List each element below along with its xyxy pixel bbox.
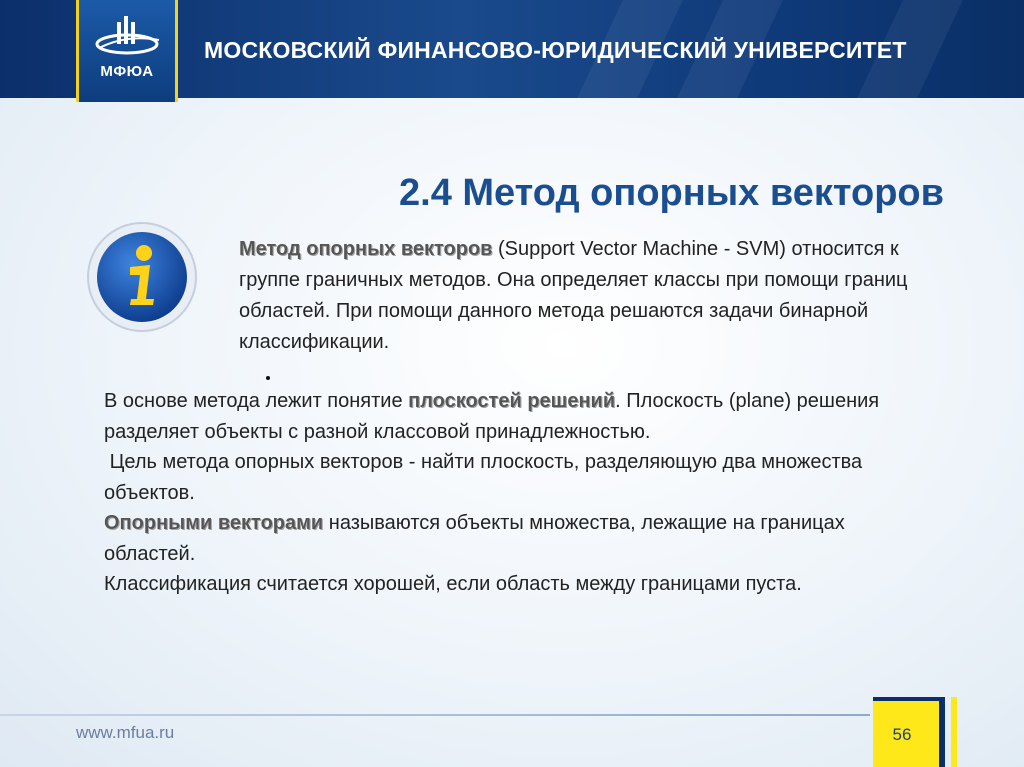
paragraph-4: Классификация считается хорошей, если область между границами пуста. xyxy=(104,573,802,595)
p1-text-b: . Плоскость (plane) решения разделяет объекты с разной классовой принадлежностью. xyxy=(104,390,880,443)
logo[interactable] xyxy=(76,0,178,102)
footer-url[interactable]: www.mfua.ru xyxy=(76,723,175,742)
page-number-box xyxy=(873,697,945,767)
term-svm: Метод опорных векторов xyxy=(239,238,493,260)
page-number: 56 xyxy=(892,725,912,744)
term-decision-planes: плоскостей решений xyxy=(408,390,616,412)
term-support-vectors: Опорными векторами xyxy=(104,512,324,534)
university-name: МОСКОВСКИЙ ФИНАНСОВО-ЮРИДИЧЕСКИЙ УНИВЕРСИТЕТ xyxy=(204,37,907,63)
stray-dot xyxy=(266,376,270,380)
paragraph-3 xyxy=(104,508,924,569)
mfua-logo-icon xyxy=(79,4,175,64)
intro-paragraph xyxy=(239,234,959,358)
logo-text: МФЮА xyxy=(100,63,154,80)
paragraph-2: Цель метода опорных векторов - найти плоскость, разделяющую два множества объектов. xyxy=(104,451,868,504)
footer-accent-bar xyxy=(951,697,957,767)
body-text xyxy=(104,386,924,600)
info-icon xyxy=(86,221,198,333)
slide-title: 2.4 Метод опорных векторов xyxy=(399,172,944,214)
p1-text-a: В основе метода лежит понятие xyxy=(104,390,409,412)
intro-text: (Support Vector Machine - SVM) относится к группе граничных методов. Она определяет классы при помощи границ областей. При помощи данного метода решаются задачи бинарной классификации. xyxy=(239,238,908,353)
footer-divider xyxy=(0,714,870,716)
paragraph-1 xyxy=(104,386,924,447)
p3-text: называются объекты множества, лежащие на границах областей. xyxy=(104,512,845,565)
